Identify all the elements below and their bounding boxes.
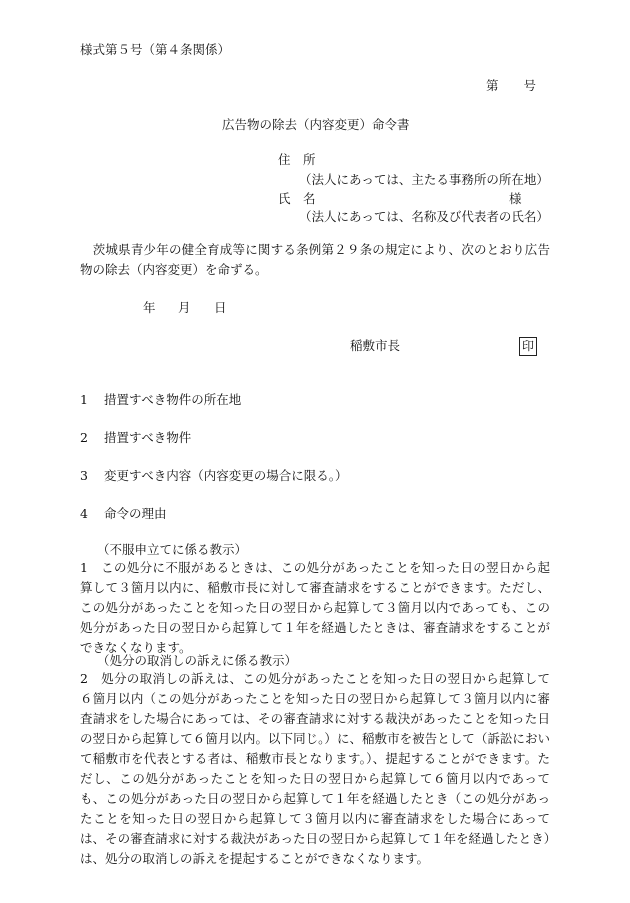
name-label: 氏 名 [278, 191, 316, 206]
list-item [80, 428, 191, 448]
date-month: 月 [178, 300, 191, 315]
list-item [80, 504, 167, 524]
lawsuit-notice-text: 2 処分の取消しの訴えは、この処分があったことを知った日の翌日から起算して６箇月以内（この処分があったことを知った日の翌日から起算して３箇月以内に審査請求をした場合にあっては、その審査請求に対する裁決があったことを知った日の翌日から起算して６箇月以内。以下同じ。）に、稲敷市を被告として（訴訟において稲敷市を代表とする者は、稲敷市長となります。）、提起することができます。ただし、この処分があったことを知った日の翌日から起算して６箇月以内であっても、この処分があった日の翌日から起算して１年を経過したとき（この処分があったことを知った日の翌日から起算して３箇月以内に審査請求をした場合にあっては、その審査請求に対する裁決があった日の翌日から起算して１年を経過したとき）は、処分の取消しの訴えを提起することができなくなります。 [80, 671, 550, 866]
item-number: 3 [80, 468, 88, 483]
list-item [80, 390, 241, 410]
seal-stamp: 印 [519, 337, 537, 356]
issuer-name: 稲敷市長 [350, 338, 401, 353]
document-number: 第 号 [486, 78, 537, 93]
name-note: （法人にあっては、名称及び代表者の氏名） [299, 209, 549, 224]
item-text: 命令の理由 [104, 506, 167, 521]
document-title: 広告物の除去（内容変更）命令書 [222, 117, 410, 132]
item-text: 変更すべき内容（内容変更の場合に限る。） [104, 468, 348, 483]
item-text: 措置すべき物件 [104, 430, 192, 445]
lawsuit-notice-heading: （処分の取消しの訴えに係る教示） [97, 653, 298, 668]
order-body-text: 茨城県青少年の健全育成等に関する条例第２９条の規定により、次のとおり広告物の除去（内容変更）を命ずる。 [80, 242, 550, 277]
honorific: 様 [509, 191, 522, 206]
form-label: 様式第５号（第４条関係） [80, 42, 231, 57]
item-number: 1 [80, 392, 88, 407]
list-item [80, 466, 348, 486]
item-number: 4 [80, 506, 88, 521]
date-year: 年 [143, 300, 156, 315]
item-text: 措置すべき物件の所在地 [104, 392, 242, 407]
address-note: （法人にあっては、主たる事務所の所在地） [299, 172, 549, 187]
date-day: 日 [214, 300, 227, 315]
appeal-notice-heading: （不服申立てに係る教示） [97, 542, 248, 557]
item-number: 2 [80, 430, 88, 445]
appeal-notice-text: 1 この処分に不服があるときは、この処分があったことを知った日の翌日から起算して３箇月以内に、稲敷市長に対して審査請求をすることができます。ただし、この処分があったことを知った日の翌日から起算して３箇月以内であっても、この処分があった日の翌日から起算して１年を経過したときは、審査請求をすることができなくなります。 [80, 560, 550, 655]
address-label: 住 所 [278, 152, 316, 167]
